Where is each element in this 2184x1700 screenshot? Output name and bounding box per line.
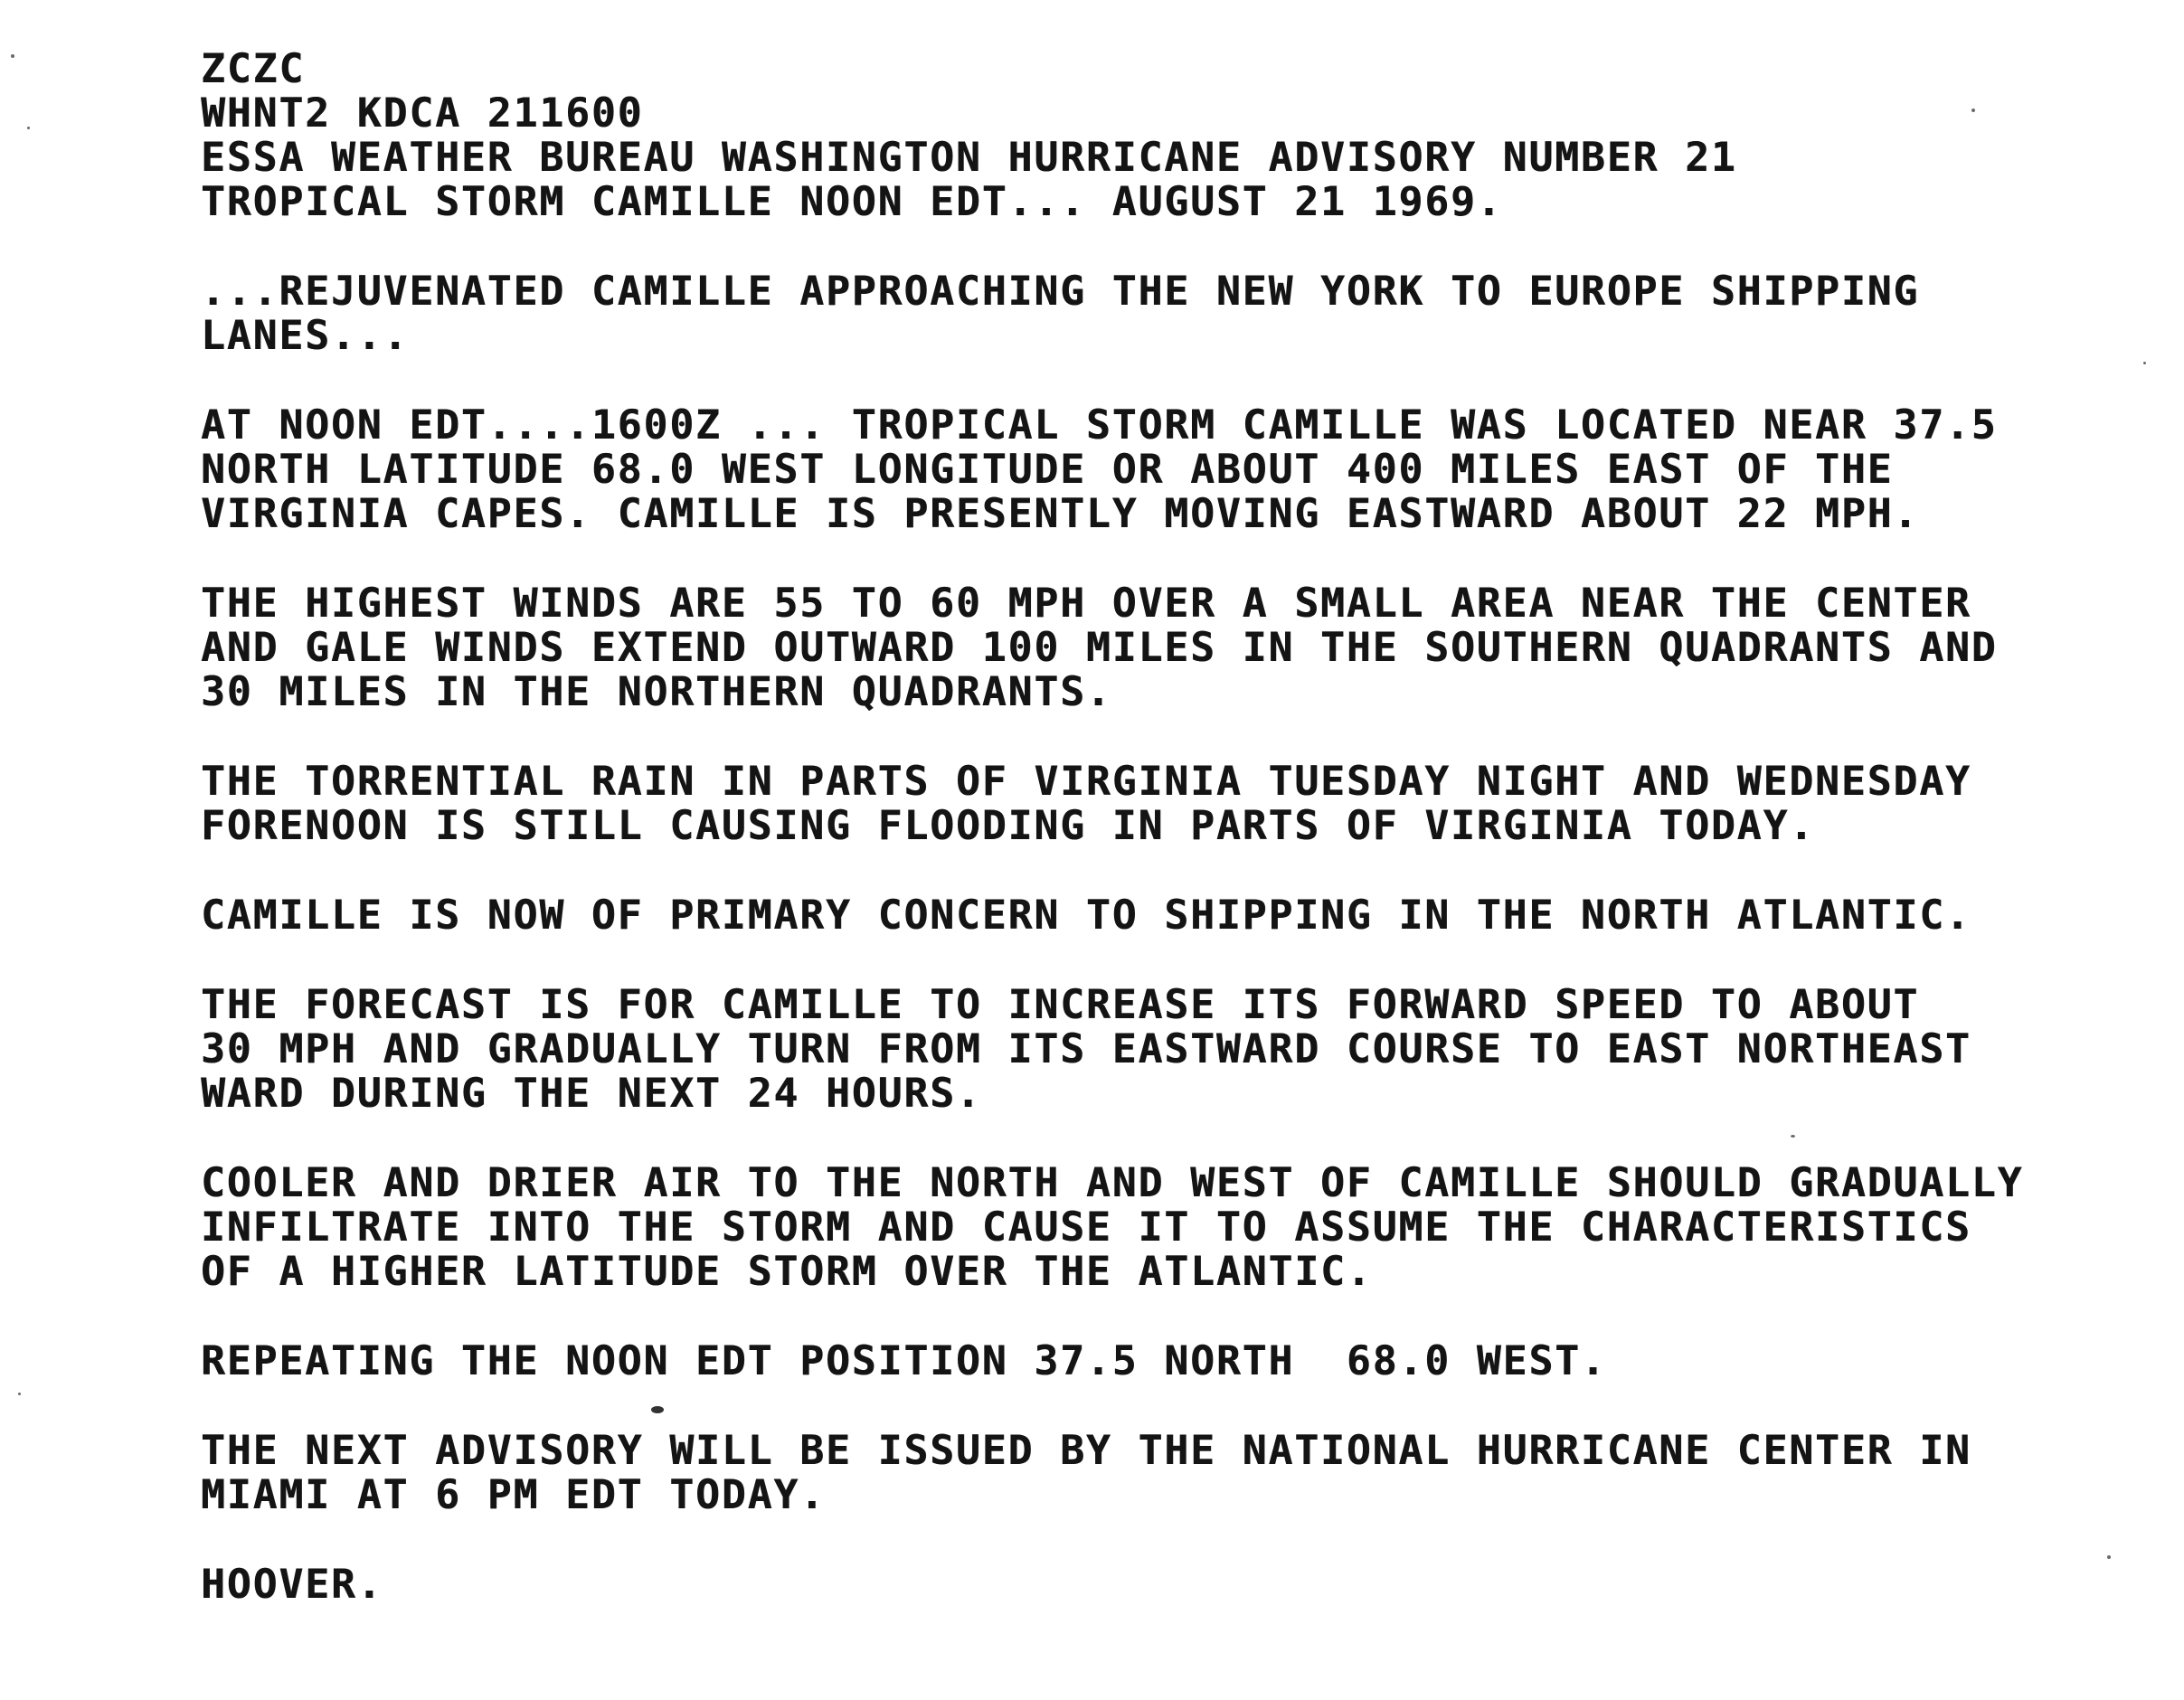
signature-line: HOOVER.	[201, 1562, 383, 1608]
next-advisory-line-2: MIAMI AT 6 PM EDT TODAY.	[201, 1472, 826, 1518]
scan-speck	[1971, 109, 1975, 112]
forecast-line-2: 30 MPH AND GRADUALLY TURN FROM ITS EASTWARD COURSE TO EAST NORTHEAST	[201, 1026, 1971, 1072]
air-line-2: INFILTRATE INTO THE STORM AND CAUSE IT TO ASSUME THE CHARACTERISTICS	[201, 1204, 1971, 1251]
header-line-2: WHNT2 KDCA 211600	[201, 90, 644, 137]
spacer	[201, 1294, 2145, 1339]
scan-speck	[27, 127, 30, 129]
scan-speck	[2143, 362, 2146, 364]
scan-speck	[1791, 1135, 1795, 1138]
air-line-3: OF A HIGHER LATITUDE STORM OVER THE ATLANTIC.	[201, 1249, 1373, 1295]
spacer	[201, 1384, 2145, 1429]
scan-speck	[651, 1406, 664, 1413]
rain-line-2: FORENOON IS STILL CAUSING FLOODING IN PARTS OF VIRGINIA TODAY.	[201, 803, 1816, 849]
scan-speck	[18, 1393, 21, 1395]
scan-speck	[11, 54, 14, 58]
spacer	[201, 536, 2145, 581]
spacer	[201, 1116, 2145, 1161]
spacer	[201, 1517, 2145, 1563]
spacer	[201, 224, 2145, 269]
spacer	[201, 714, 2145, 760]
forecast-line-3: WARD DURING THE NEXT 24 HOURS.	[201, 1071, 982, 1117]
headline-line-1: ...REJUVENATED CAMILLE APPROACHING THE NEW YORK TO EUROPE SHIPPING	[201, 269, 1920, 315]
position-line-2: NORTH LATITUDE 68.0 WEST LONGITUDE OR ABOUT 400 MILES EAST OF THE	[201, 447, 1894, 493]
rain-line-1: THE TORRENTIAL RAIN IN PARTS OF VIRGINIA TUESDAY NIGHT AND WEDNESDAY	[201, 759, 1971, 805]
scan-speck	[2107, 1555, 2111, 1559]
spacer	[201, 358, 2145, 403]
position-line-1: AT NOON EDT....1600Z ... TROPICAL STORM CAMILLE WAS LOCATED NEAR 37.5	[201, 402, 1998, 449]
advisory-text	[201, 47, 2145, 1607]
header-line-1: ZCZC	[201, 46, 306, 92]
winds-line-1: THE HIGHEST WINDS ARE 55 TO 60 MPH OVER A SMALL AREA NEAR THE CENTER	[201, 581, 1971, 627]
repeat-line-1: REPEATING THE NOON EDT POSITION 37.5 NORTH 68.0 WEST.	[201, 1338, 1607, 1384]
air-line-1: COOLER AND DRIER AIR TO THE NORTH AND WEST OF CAMILLE SHOULD GRADUALLY	[201, 1160, 2024, 1206]
spacer	[201, 848, 2145, 893]
headline-line-2: LANES...	[201, 313, 410, 359]
concern-line-1: CAMILLE IS NOW OF PRIMARY CONCERN TO SHIPPING IN THE NORTH ATLANTIC.	[201, 892, 1971, 939]
winds-line-3: 30 MILES IN THE NORTHERN QUADRANTS.	[201, 669, 1112, 715]
position-line-3: VIRGINIA CAPES. CAMILLE IS PRESENTLY MOVING EASTWARD ABOUT 22 MPH.	[201, 491, 1920, 537]
winds-line-2: AND GALE WINDS EXTEND OUTWARD 100 MILES IN THE SOUTHERN QUADRANTS AND	[201, 625, 1998, 671]
next-advisory-line-1: THE NEXT ADVISORY WILL BE ISSUED BY THE NATIONAL HURRICANE CENTER IN	[201, 1428, 1971, 1474]
header-line-4: TROPICAL STORM CAMILLE NOON EDT... AUGUST 21 1969.	[201, 179, 1503, 225]
forecast-line-1: THE FORECAST IS FOR CAMILLE TO INCREASE ITS FORWARD SPEED TO ABOUT	[201, 982, 1920, 1028]
header-line-3: ESSA WEATHER BUREAU WASHINGTON HURRICANE ADVISORY NUMBER 21	[201, 135, 1737, 181]
spacer	[201, 938, 2145, 983]
